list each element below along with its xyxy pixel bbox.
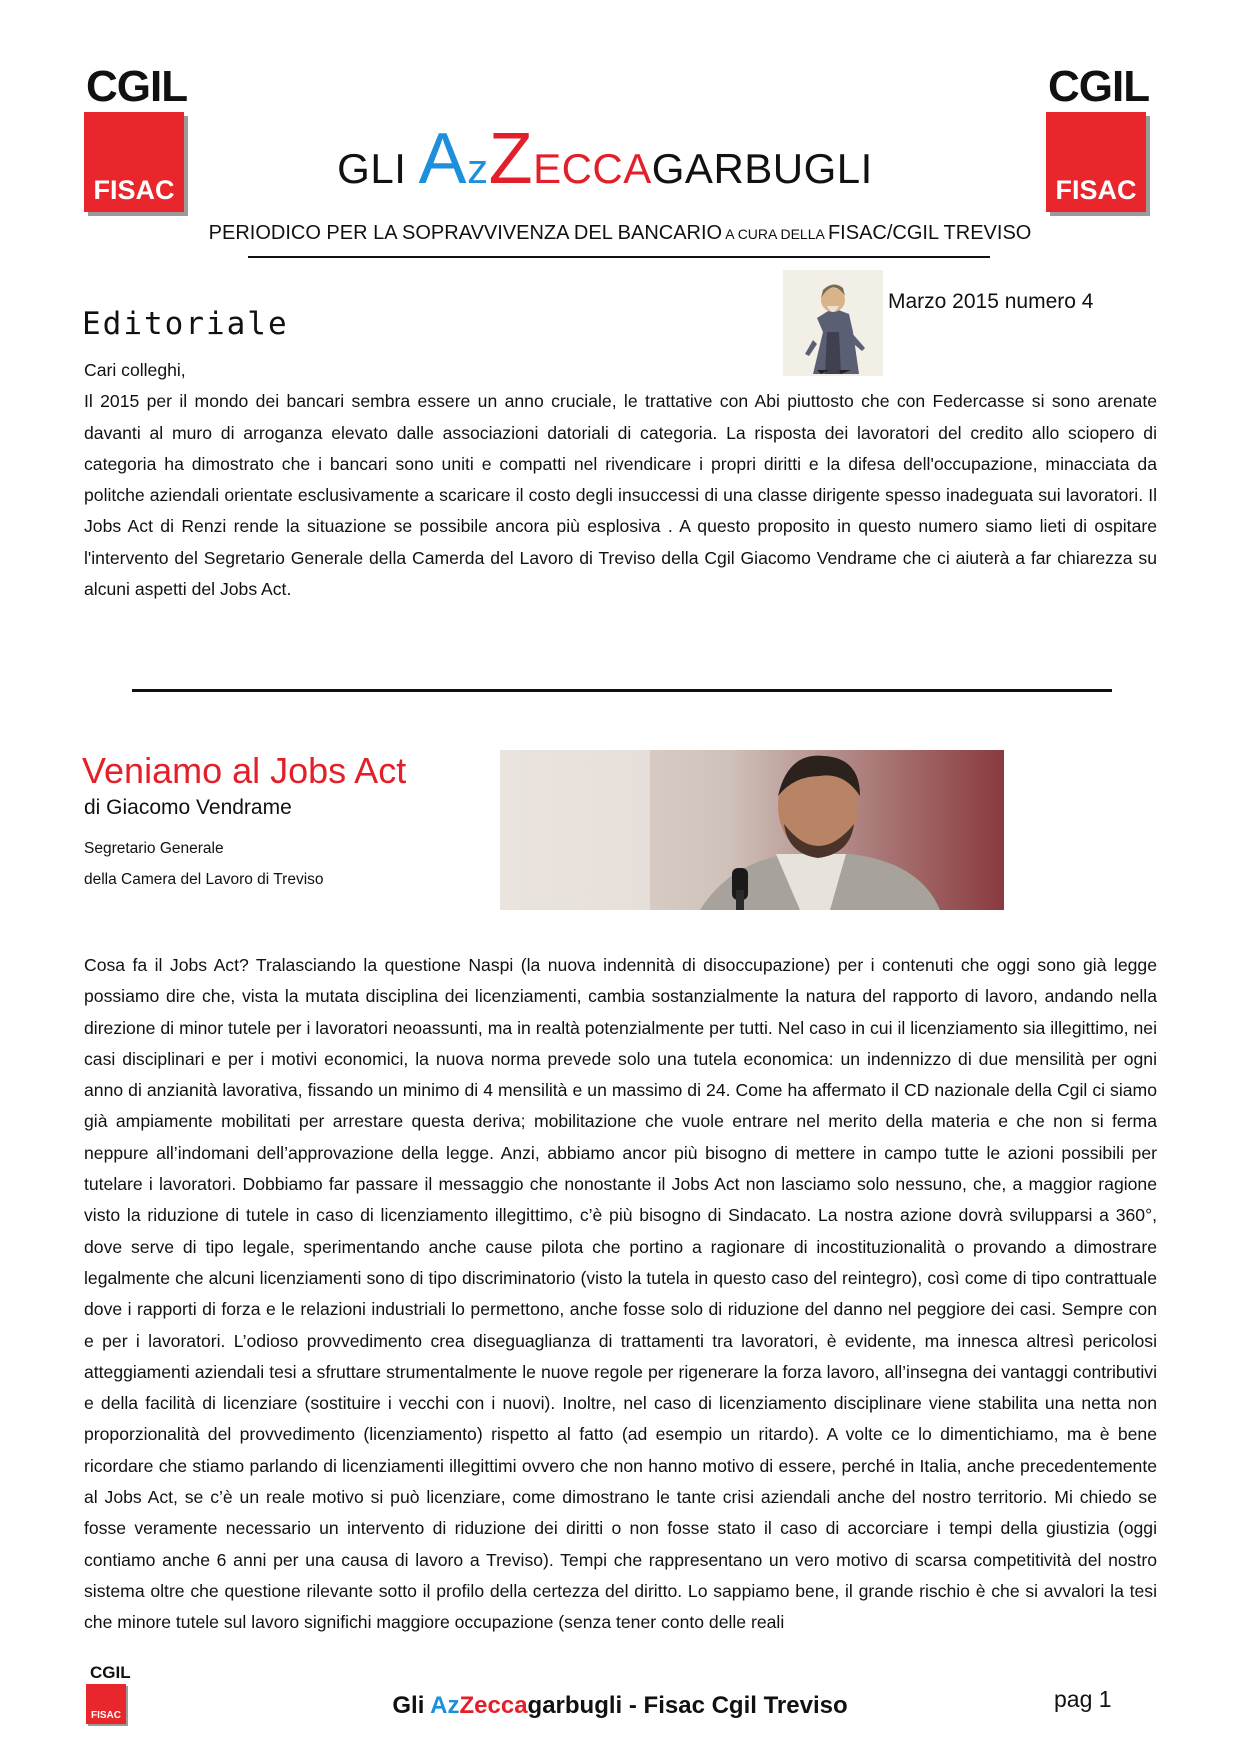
- masthead-big-z: Z: [488, 119, 534, 199]
- header-divider: [248, 256, 990, 258]
- footer-gli: Gli: [392, 1692, 431, 1719]
- cgil-fisac-logo-footer: [86, 1664, 132, 1724]
- logo-cgil-text: CGIL: [1048, 62, 1150, 111]
- cgil-fisac-logo-left: [84, 64, 192, 212]
- article-paragraph: Cosa fa il Jobs Act? Tralasciando la questione Naspi (la nuova indennità di disoccupazione) per i contenuti che oggi sono già legge possiamo dire che, vista la mutata disciplina dei licenziamenti, cambia sostanzialmente la natura del rapporto di lavoro, andando nella direzione di minor tutele per i lavoratori neoassunti, ma in realtà potenzialmente per tutti. Nel caso in cui il licenziamento sia illegittimo, nei casi disciplinari e per i motivi economici, la nuova norma prevede solo una tutela economica: un indennizzo di due mensilità per ogni anno di anzianità lavorativa, fissando un minimo di 4 mensilità e un massimo di 24. Come ha affermato il CD nazionale della Cgil ci siamo già ampiamente mobilitati per arrestare questa deriva; mobilitazione che vuole entrare nel merito della materia e che non si ferma neppure all’indomani dell’approvazione della legge. Anzi, abbiamo ancor più bisogno di mettere in campo tutte le azioni possibili per tutelare i lavoratori. Dobbiamo far passare il messaggio che nonostante il Jobs Act non lasciamo solo nessuno, che, a maggior ragione visto la riduzione di tutele in caso di licenziamento illegittimo, c’è più bisogno di Sindacato. La nostra azione dovrà svilupparsi a 360°, dove serve di tipo legale, sperimentando anche cause pilota che portino a ragionare di incostituzionalità o provando a dimostrare legalmente che alcuni licenziamenti sono di tipo discriminatorio (visto la tutela in questo caso del reintegro), così come di tipo contrattuale dove i rapporti di forza e le relazioni industriali lo permettono, anche fosse solo di riduzione del danno nel peggiore dei casi. Sempre con e per i lavoratori. L’odioso provvedimento crea diseguaglianza di trattamenti tra lavoratori, è evidente, ma innesca altresì pericolosi atteggiamenti aziendali tesi a sfruttare strumentalmente le nuove regole per rigenerare la forza lavoro, all’insegna dei vantaggi contributivi e della facilità di licenziare (sostituire i vecchi con i nuovi). Inoltre, nel caso di licenziamento disciplinare viene stabilita una netta non proporzionalità del provvedimento (licenziamento) rispetto al fatto (ad esempio un ritardo). A volte ce lo dimentichiamo, ma è bene ricordare che stiamo parlando di licenziamenti illegittimi ovvero che non hanno motivo di essere, perché in Italia, anche precedentemente al Jobs Act, se c’è un reale motivo si può licenziare, come dimostrano le tante crisi aziendali anche del nostro territorio. Mi chiedo se fosse veramente necessario un intervento di riduzione dei diritti o non fosse stato il caso di accorciare i tempi della giustizia (oggi contiamo anche 6 anni per una causa di lavoro a Treviso). Tempi che rappresentano un vero motivo di scarsa competitività del nostro sistema oltre che questione rilevante sotto il profilo della certezza del diritto. Lo sappiamo bene, il grande rischio è che si avvalori la tesi che minore tutele sul lavoro significhi maggiore occupazione (senza tener conto delle reali: [84, 955, 1157, 1633]
- logo-red-box: [86, 1684, 126, 1724]
- masthead-prefix: GLI: [337, 145, 419, 192]
- subtitle-small: A CURA DELLA: [722, 226, 828, 242]
- logo-red-box: [84, 112, 184, 212]
- article-author-role: [84, 833, 324, 895]
- logo-fisac-text: FISAC: [93, 175, 175, 205]
- logo-fisac-text: FISAC: [1055, 175, 1137, 205]
- editorial-paragraph: Il 2015 per il mondo dei bancari sembra essere un anno cruciale, le trattative con Abi piuttosto che con Federcasse si sono arenate davanti al muro di arroganza elevato dalle associazioni datoriali di categoria. La risposta dei lavoratori del credito allo sciopero di categoria ha dimostrato che i bancari sono uniti e compatti nel rivendicare i propri diritti e la difesa dell'occupazione, minacciata da politche aziendali orientate esclusivamente a scaricare il costo degli insuccessi di una classe dirigente spesso inadeguata sui lavoratori. Il Jobs Act di Renzi rende la situazione se possibile ancora più esplosiva . A questo proposito in questo numero siamo lieti di ospitare l'intervento del Segretario Generale della Camerda del Lavoro di Treviso della Cgil Giacomo Vendrame che ci aiuterà a far chiarezza su alcuni aspetti del Jobs Act.: [84, 391, 1157, 600]
- author-role-line1: Segretario Generale: [84, 840, 224, 857]
- issue-date: Marzo 2015 numero 4: [888, 290, 1094, 313]
- editorial-heading: Editoriale: [82, 306, 289, 342]
- editorial-body: [84, 355, 1157, 605]
- article-body: [84, 950, 1157, 1639]
- page-number: pag 1: [1054, 1686, 1112, 1712]
- editorial-greeting: Cari colleghi,: [84, 360, 186, 380]
- footer-zecca: Zecca: [459, 1692, 528, 1719]
- logo-cgil-text: CGIL: [86, 62, 188, 111]
- author-role-line2: della Camera del Lavoro di Treviso: [84, 871, 324, 888]
- footer-rest: garbugli - Fisac Cgil Treviso: [527, 1692, 848, 1719]
- footer-az: Az: [430, 1692, 460, 1719]
- article-title: Veniamo al Jobs Act: [82, 750, 407, 791]
- masthead-a: A: [418, 119, 468, 199]
- masthead-garbugli: GARBUGLI: [651, 145, 873, 192]
- masthead-title: [280, 118, 930, 200]
- logo-fisac-text: FISAC: [91, 1710, 121, 1721]
- masthead-ecca: ECCA: [533, 145, 652, 192]
- logo-cgil-text: CGIL: [90, 1663, 131, 1682]
- subtitle-part1: PERIODICO PER LA SOPRAVVIVENZA DEL BANCARIO: [208, 222, 723, 244]
- author-photo: [500, 750, 1004, 910]
- section-divider: [132, 689, 1112, 692]
- subtitle-part2: FISAC/CGIL TREVISO: [827, 222, 1032, 244]
- article-author: di Giacomo Vendrame: [84, 796, 292, 819]
- footer-title: [300, 1692, 940, 1720]
- masthead-subtitle: [140, 222, 1100, 245]
- logo-red-box: [1046, 112, 1146, 212]
- cgil-fisac-logo-right: [1046, 64, 1154, 212]
- masthead-z: z: [467, 145, 489, 192]
